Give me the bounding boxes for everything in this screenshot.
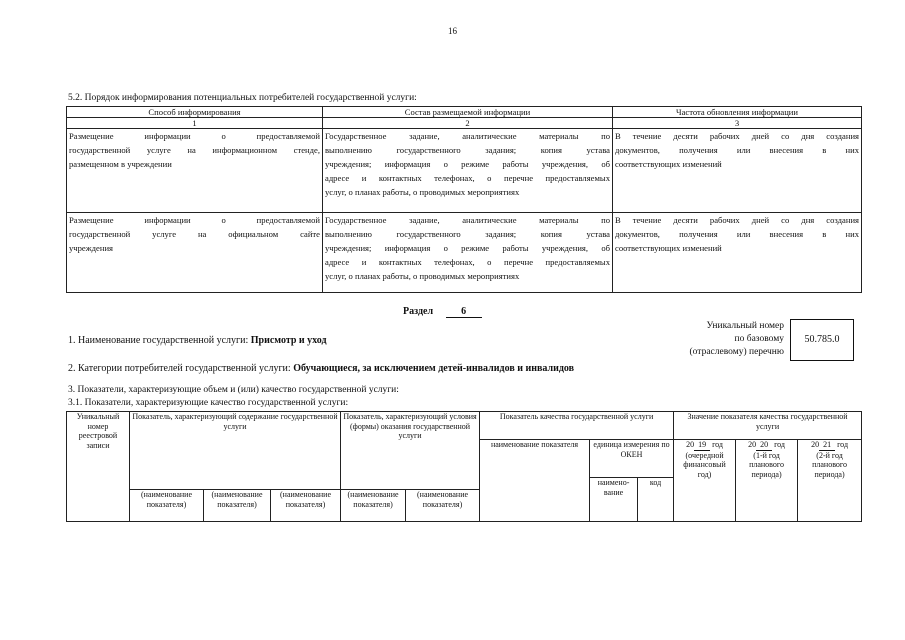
year-3-suffix: год [837, 440, 849, 449]
quality-table [66, 411, 862, 522]
section-heading [403, 306, 482, 318]
year-1-description: (очередной финансовый год) [683, 450, 726, 479]
method-line: государственной услуге на официальном сайте [69, 229, 320, 239]
year-3-prefix: 20 [811, 440, 820, 449]
service-name [68, 335, 327, 346]
frequency-line: соответствующих изменений [615, 159, 722, 169]
method-line: Размещение информации о предоставляемой [69, 215, 320, 225]
content-indicator-name-1: (наименование показателя) [130, 490, 204, 522]
consumer-label: 2. Категории потребителей государственной услуги: [68, 363, 294, 374]
frequency-line: В течение десяти рабочих дней со дня создания [615, 215, 859, 225]
header-year-3 [798, 440, 862, 522]
frequency-line: В течение десяти рабочих дней со дня создания [615, 131, 859, 141]
content-indicator-name-2: (наименование показателя) [204, 490, 271, 522]
unique-number-line: (отраслевому) перечню [689, 347, 784, 357]
conditions-indicator-name-1: (наименование показателя) [341, 490, 406, 522]
content-line: адресе и контактных телефонах, о перечне предоставляемых [325, 257, 610, 267]
content-line: адресе и контактных телефонах, о перечне предоставляемых [325, 173, 610, 183]
header-unit: единица измерения по ОКЕН [590, 440, 674, 478]
header-unit-name: наимено-вание [590, 478, 638, 522]
method-cell [67, 129, 323, 213]
header-content: Состав размещаемой информации [323, 107, 613, 118]
service-name-value: Присмотр и уход [250, 335, 327, 346]
method-line: размещенном в учреждении [69, 159, 172, 169]
inform-caption: 5.2. Порядок информирования потенциальных потребителей государственной услуги: [68, 93, 417, 103]
content-line: услуг, о планах работы, о проводимых мероприятиях [325, 187, 520, 197]
col-number-1: 1 [67, 118, 323, 129]
year-2-value: 20 [756, 440, 772, 451]
frequency-cell [613, 213, 862, 293]
content-cell [323, 213, 613, 293]
unique-number-label [640, 320, 784, 359]
year-1-label [676, 440, 733, 451]
content-indicator-name-3: (наименование показателя) [271, 490, 341, 522]
year-3-description: (2-й год планового периода) [812, 450, 848, 479]
inform-row [67, 129, 862, 213]
header-unit-code: код [638, 478, 674, 522]
year-1-value: 19 [694, 440, 710, 451]
year-2-suffix: год [774, 440, 785, 449]
content-line: учреждения; информация о режиме работы учреждения, об [325, 159, 610, 169]
method-line: Размещение информации о предоставляемой [69, 131, 320, 141]
inform-row [67, 213, 862, 293]
header-quality-indicator: Показатель качества государственной услуги [480, 412, 674, 440]
quality-heading: 3.1. Показатели, характеризующие качество государственной услуги: [68, 398, 349, 408]
method-cell [67, 213, 323, 293]
frequency-cell [613, 129, 862, 213]
section-number: 6 [446, 306, 482, 318]
col-number-2: 2 [323, 118, 613, 129]
page-number: 16 [448, 26, 457, 36]
year-2-description: (1-й год планового периода) [749, 450, 784, 479]
unique-number-code: 50.785.0 [790, 319, 854, 361]
content-line: Государственное задание, аналитические материалы по [325, 215, 610, 225]
inform-header-row [67, 107, 862, 118]
col-number-3: 3 [613, 118, 862, 129]
inform-number-row [67, 118, 862, 129]
frequency-line: соответствующих изменений [615, 243, 722, 253]
header-quality-value: Значение показателя качества государственной услуги [674, 412, 862, 440]
consumer-categories [68, 363, 574, 374]
header-content-indicator: Показатель, характеризующий содержание государственной услуги [130, 412, 341, 490]
method-line: государственной услуге на информационном стенде, [69, 145, 320, 155]
consumer-value: Обучающиеся, за исключением детей-инвалидов и инвалидов [293, 363, 575, 374]
header-indicator-name: наименование показателя [480, 440, 590, 522]
unique-number-line: по базовому [734, 334, 784, 344]
year-2-prefix: 20 [748, 440, 757, 449]
header-conditions-indicator: Показатель, характеризующий условия (формы) оказания государственной услуги [341, 412, 480, 490]
indicators-heading: 3. Показатели, характеризующие объем и (или) качество государственной услуги: [68, 385, 399, 395]
header-unique-number: Уникальный номер реестровой записи [67, 412, 130, 522]
content-line: выполнению государственного задания; копия устава [325, 145, 610, 155]
year-3-value: 21 [819, 440, 835, 451]
header-method: Способ информирования [67, 107, 323, 118]
content-line: выполнению государственного задания; копия устава [325, 229, 610, 239]
conditions-indicator-name-2: (наименование показателя) [406, 490, 480, 522]
frequency-line: документов, получения или внесения в них [615, 229, 859, 239]
method-line: учреждения [69, 243, 114, 253]
header-frequency: Частота обновления информации [613, 107, 862, 118]
content-line: Государственное задание, аналитические материалы по [325, 131, 610, 141]
content-line: услуг, о планах работы, о проводимых мероприятиях [325, 271, 520, 281]
year-1-suffix: год [712, 440, 723, 449]
section-label: Раздел [403, 306, 434, 317]
frequency-line: документов, получения или внесения в них [615, 145, 859, 155]
header-year-2 [736, 440, 798, 522]
year-3-label [800, 440, 859, 451]
content-line: учреждения; информация о режиме работы учреждения, об [325, 243, 610, 253]
header-year-1 [674, 440, 736, 522]
unique-number-line: Уникальный номер [706, 321, 784, 331]
year-2-label [738, 440, 795, 451]
year-1-prefix: 20 [686, 440, 695, 449]
inform-table [66, 106, 862, 293]
content-cell [323, 129, 613, 213]
service-name-label: 1. Наименование государственной услуги: [68, 335, 251, 346]
